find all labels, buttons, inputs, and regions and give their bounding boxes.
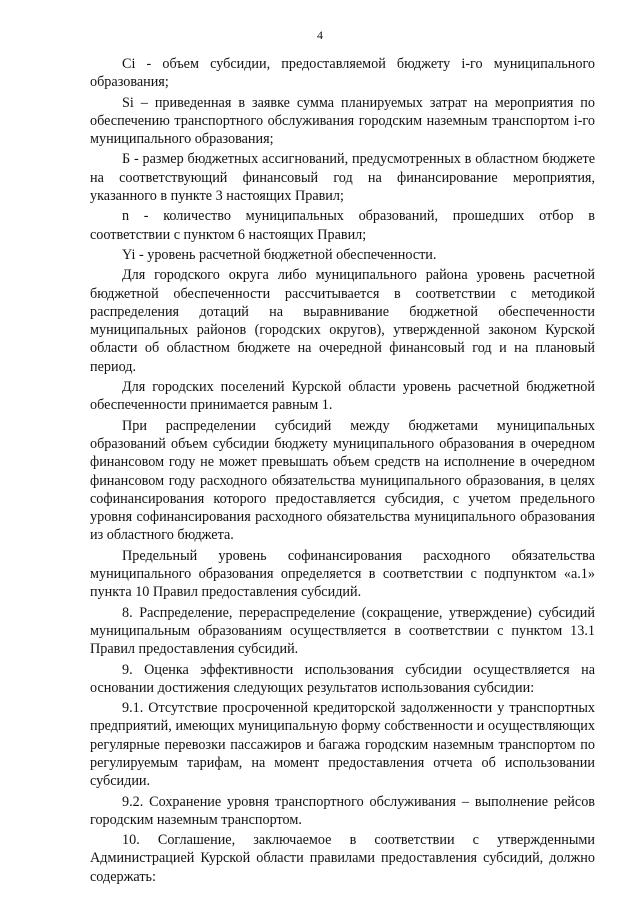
paragraph-yi-definition: Yi - уровень расчетной бюджетной обеспеченности. bbox=[122, 246, 437, 263]
paragraph-urban-settlements: Для городских поселений Курской области уровень расчетной бюджетной обеспеченности принимается равным 1. bbox=[90, 379, 595, 414]
paragraph-n-definition: n - количество муниципальных образований, прошедших отбор в соответствии с пунктом 6 настоящих Правил; bbox=[90, 208, 595, 243]
paragraph-b-definition: Б - размер бюджетных ассигнований, предусмотренных в областном бюджете на соответствующий финансовый год на финансирование мероприятия, указанного в пункте 3 настоящих Правил; bbox=[90, 151, 595, 205]
paragraph-urban-district: Для городского округа либо муниципального района уровень расчетной бюджетной обеспеченности рассчитывается в соответствии с методикой распределения дотаций на выравнивание бюджетной обеспеченности муниципальных районов (городских округов), утвержденной законом Курской области об областном бюджете на очередной финансовый год и на плановый период. bbox=[90, 267, 595, 375]
paragraph-section-9-1: 9.1. Отсутствие просроченной кредиторской задолженности у транспортных предприятий, имеющих муниципальную форму собственности и осуществляющих регулярные перевозки пассажиров и багажа городским наземным транспортом по регулируемым тарифам, на момент предоставления отчета об использовании субсидии. bbox=[90, 700, 595, 790]
paragraph-ci-definition: Ci - объем субсидии, предоставляемой бюджету i-го муниципального образования; bbox=[90, 56, 595, 91]
document-body bbox=[90, 55, 595, 888]
paragraph-section-8: 8. Распределение, перераспределение (сокращение, утверждение) субсидий муниципальным образованиям осуществляется в соответствии с пунктом 13.1 Правил предоставления субсидий. bbox=[90, 604, 595, 658]
paragraph-section-10: 10. Соглашение, заключаемое в соответствии с утвержденными Администрацией Курской области правилами предоставления субсидий, должно содержать: bbox=[90, 832, 595, 885]
paragraph-distribution-limit: При распределении субсидий между бюджетами муниципальных образований объем субсидии бюджету муниципального образования в очередном финансовом году не может превышать объем средств на исполнение в очередном финансовом году расходного обязательства муниципального образования, в целях софинансирования которого предоставляется субсидия, с учетом предельного уровня софинансирования расходного обязательства муниципального образования из областного бюджета. bbox=[90, 417, 595, 544]
paragraph-section-9: 9. Оценка эффективности использования субсидии осуществляется на основании достижения следующих результатов использования субсидии: bbox=[90, 661, 595, 696]
paragraph-si-definition: Si – приведенная в заявке сумма планируемых затрат на мероприятия по обеспечению транспортного обслуживания городским наземным транспортом i-го муниципального образования; bbox=[90, 94, 595, 148]
page-number: 4 bbox=[317, 28, 323, 42]
paragraph-cofinancing-level: Предельный уровень софинансирования расходного обязательства муниципального образования определяется в соответствии с подпунктом «а.1» пункта 10 Правил предоставления субсидий. bbox=[90, 547, 595, 601]
paragraph-section-9-2: 9.2. Сохранение уровня транспортного обслуживания – выполнение рейсов городским наземным транспортом. bbox=[90, 793, 595, 828]
